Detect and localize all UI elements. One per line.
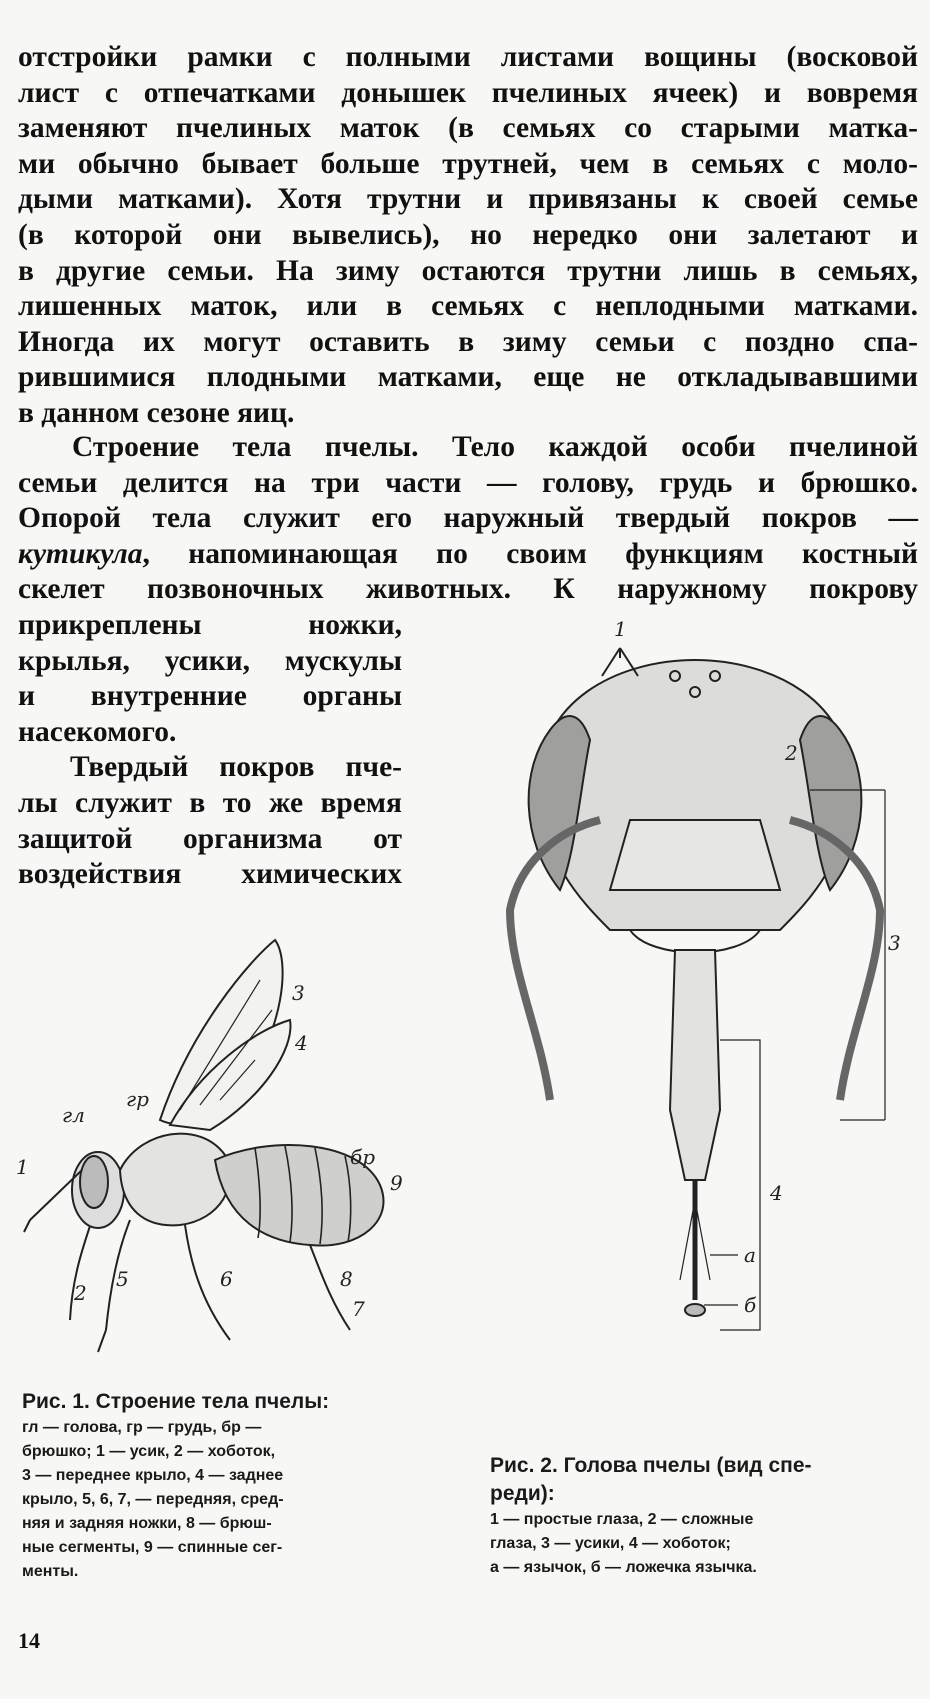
text-line: отстройки рамки с полными листами вощины (восковой <box>18 41 918 73</box>
fig1-label-7: 7 <box>352 1297 365 1321</box>
text-line: и внутренние органы <box>18 680 402 713</box>
text-line: лы служит в то же время <box>18 786 402 819</box>
section-paragraph <box>18 430 918 608</box>
narrow-column <box>18 608 402 893</box>
section-line-1 <box>18 430 918 466</box>
text-line: ми обычно бывает больше трутней, чем в семьях с моло- <box>18 147 918 180</box>
text-line: (в которой они вывелись), но нередко они залетают и <box>18 218 918 251</box>
fig1-label-br: бр <box>350 1145 376 1169</box>
fig1-caption-line: менты. <box>22 1563 79 1580</box>
fig1-label-1: 1 <box>16 1155 29 1179</box>
section-line-1-rest: Тело каждой особи пчелиной <box>452 431 919 463</box>
fig1-caption-line: брюшко; 1 — усик, 2 — хоботок, <box>22 1443 276 1460</box>
fig2-caption-title: Рис. 2. Голова пчелы (вид спе- <box>490 1454 812 1477</box>
fig2-caption-line: 1 — простые глаза, 2 — сложные <box>490 1511 754 1528</box>
fig2-label-2: 2 <box>785 741 798 765</box>
fig2-caption-line: а — язычок, б — ложечка язычка. <box>490 1559 757 1576</box>
text-line: семьи делится на три части — голову, грудь и брюшко. <box>18 466 918 499</box>
fig2-label-b: б <box>744 1293 757 1317</box>
figure-2-caption <box>490 1452 915 1580</box>
figure-1-bee-body <box>10 920 410 1360</box>
text-line: рившимися плодными матками, еще не откладывавшими <box>18 361 918 394</box>
term-cuticle: кутикула <box>18 537 143 570</box>
text-line: дыми матками). Хотя трутни и привязаны к своей семье <box>18 183 918 216</box>
fig2-label-1: 1 <box>614 617 627 641</box>
text-line: Опорой тела служит его наружный твердый покров — <box>18 502 918 535</box>
text-line: Иногда их могут оставить в зиму семьи с поздно спа- <box>18 325 918 358</box>
fig2-caption-line: глаза, 3 — усики, 4 — хоботок; <box>490 1535 731 1552</box>
fig1-label-4: 4 <box>295 1031 308 1055</box>
fig1-caption-line: ные сегменты, 9 — спинные сег- <box>22 1539 283 1556</box>
text-line: крылья, усики, мускулы <box>18 644 402 677</box>
section-line-4 <box>18 537 918 573</box>
fig1-label-2: 2 <box>74 1281 87 1305</box>
text-line: прикреплены ножки, <box>18 609 402 641</box>
page-number: 14 <box>18 1628 40 1653</box>
fig2-label-4: 4 <box>770 1181 783 1205</box>
text-line: скелет позвоночных животных. К наружному покрову <box>18 573 918 606</box>
text-line: защитой организма от <box>18 822 402 855</box>
fig1-label-gr: гр <box>126 1087 149 1111</box>
fig2-label-3: 3 <box>888 931 901 955</box>
fig1-caption-line: 3 — переднее крыло, 4 — заднее <box>22 1467 284 1484</box>
fig1-caption-line: няя и задняя ножки, 8 — брюш- <box>22 1515 272 1532</box>
fig1-label-8: 8 <box>340 1267 353 1291</box>
text-line: лист с отпечатками донышек пчелиных ячеек) и вовремя <box>18 76 918 109</box>
fig1-label-gl: гл <box>62 1103 85 1127</box>
section-heading: Строение тела пчелы. <box>72 431 419 463</box>
text-line: заменяют пчелиных маток (в семьях со старыми матка- <box>18 112 918 145</box>
fig1-caption-line: крыло, 5, 6, 7, — передняя, сред- <box>22 1491 284 1508</box>
text-line: в другие семьи. На зиму остаются трутни лишь в семьях, <box>18 254 918 287</box>
fig1-caption-title: Рис. 1. Строение тела пчелы: <box>22 1390 330 1413</box>
fig1-label-6: 6 <box>220 1267 233 1291</box>
text-line: в данном сезоне яиц. <box>18 396 295 429</box>
fig2-label-a: а <box>744 1243 756 1267</box>
fig1-label-9: 9 <box>390 1171 403 1195</box>
text-line: насекомого. <box>18 715 177 748</box>
text-line: воздействия химических <box>18 858 402 891</box>
section-line-4-rest: , напоминающая по своим функциям костный <box>142 537 918 570</box>
figure-1-caption <box>22 1388 414 1584</box>
fig1-label-3: 3 <box>292 981 305 1005</box>
text-line: Твердый покров пче- <box>70 751 402 784</box>
main-paragraph <box>18 40 918 432</box>
fig1-caption-line: гл — голова, гр — грудь, бр — <box>22 1419 262 1436</box>
fig1-label-5: 5 <box>116 1267 129 1291</box>
fig2-caption-title-cont: реди): <box>490 1482 555 1505</box>
figure-2-bee-head <box>480 617 910 1410</box>
text-line: лишенных маток, или в семьях с неплодными матками. <box>18 290 918 323</box>
